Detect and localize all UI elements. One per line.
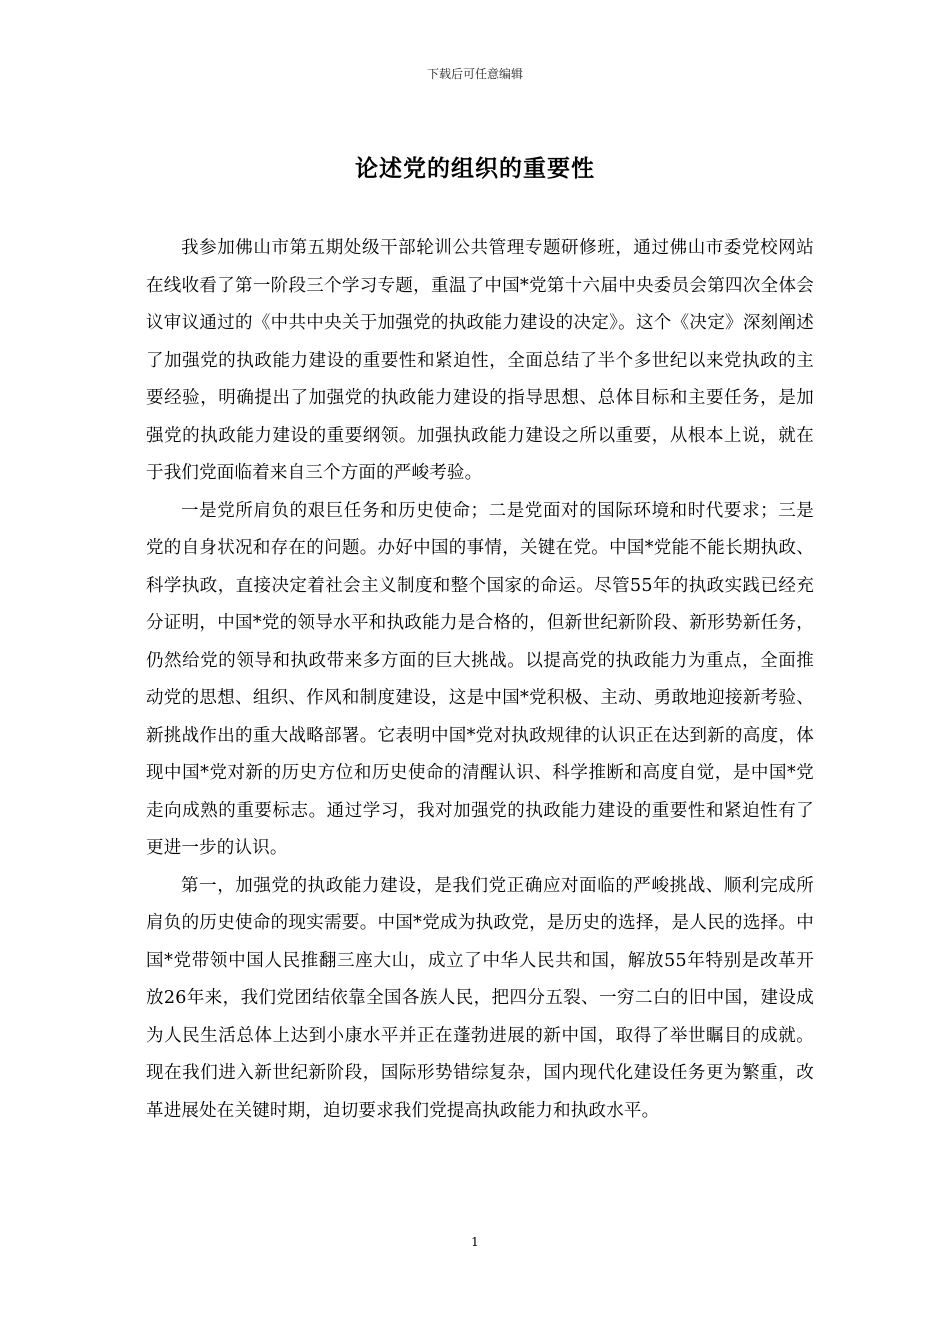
paragraph-intro: 我参加佛山市第五期处级干部轮训公共管理专题研修班，通过佛山市委党校网站在线收看了第一阶段三个学习专题，重温了中国*党第十六届中央委员会第四次全体会议审议通过的《中共中央关于加强党的执政能力建设的决定》。这个《决定》深刻阐述了加强党的执政能力建设的重要性和紧迫性，全面总结了半个多世纪以来党执政的主要经验，明确提出了加强党的执政能力建设的指导思想、总体目标和主要任务，是加强党的执政能力建设的重要纲领。加强执政能力建设之所以重要，从根本上说，就在于我们党面临着来自三个方面的严峻考验。	[146, 238, 814, 483]
paragraph-first-point: 第一，加强党的执政能力建设，是我们党正确应对面临的严峻挑战、顺利完成所肩负的历史使命的现实需要。中国*党成为执政党，是历史的选择，是人民的选择。中国*党带领中国人民推翻三座大山，成立了中华人民共和国，解放55年特别是改革开放26年来，我们党团结依靠全国各族人民，把四分五裂、一穷二白的旧中国，建设成为人民生活总体上达到小康水平并正在蓬勃进展的新中国，取得了举世瞩目的成就。现在我们进入新世纪新阶段，国际形势错综复杂，国内现代化建设任务更为繁重，改革进展处在关键时期，迫切要求我们党提高执政能力和执政水平。	[146, 875, 814, 1121]
document-body	[146, 230, 814, 1130]
page-number: 1	[471, 1235, 479, 1249]
paragraph-challenges: 一是党所肩负的艰巨任务和历史使命；二是党面对的国际环境和时代要求；三是党的自身状况和存在的问题。办好中国的事情，关键在党。中国*党能不能长期执政、科学执政，直接决定着社会主义制度和整个国家的命运。尽管55年的执政实践已经充分证明，中国*党的领导水平和执政能力是合格的，但新世纪新阶段、新形势新任务，仍然给党的领导和执政带来多方面的巨大挑战。以提高党的执政能力为重点，全面推动党的思想、组织、作风和制度建设，这是中国*党积极、主动、勇敢地迎接新考验、新挑战作出的重大战略部署。它表明中国*党对执政规律的认识正在达到新的高度，体现中国*党对新的历史方位和历史使命的清醒认识、科学推断和高度自觉，是中国*党走向成熟的重要标志。通过学习，我对加强党的执政能力建设的重要性和紧迫性有了更进一步的认识。	[146, 500, 814, 858]
page-header: 下载后可任意编辑	[426, 67, 523, 81]
document-title: 论述党的组织的重要性	[355, 155, 595, 182]
